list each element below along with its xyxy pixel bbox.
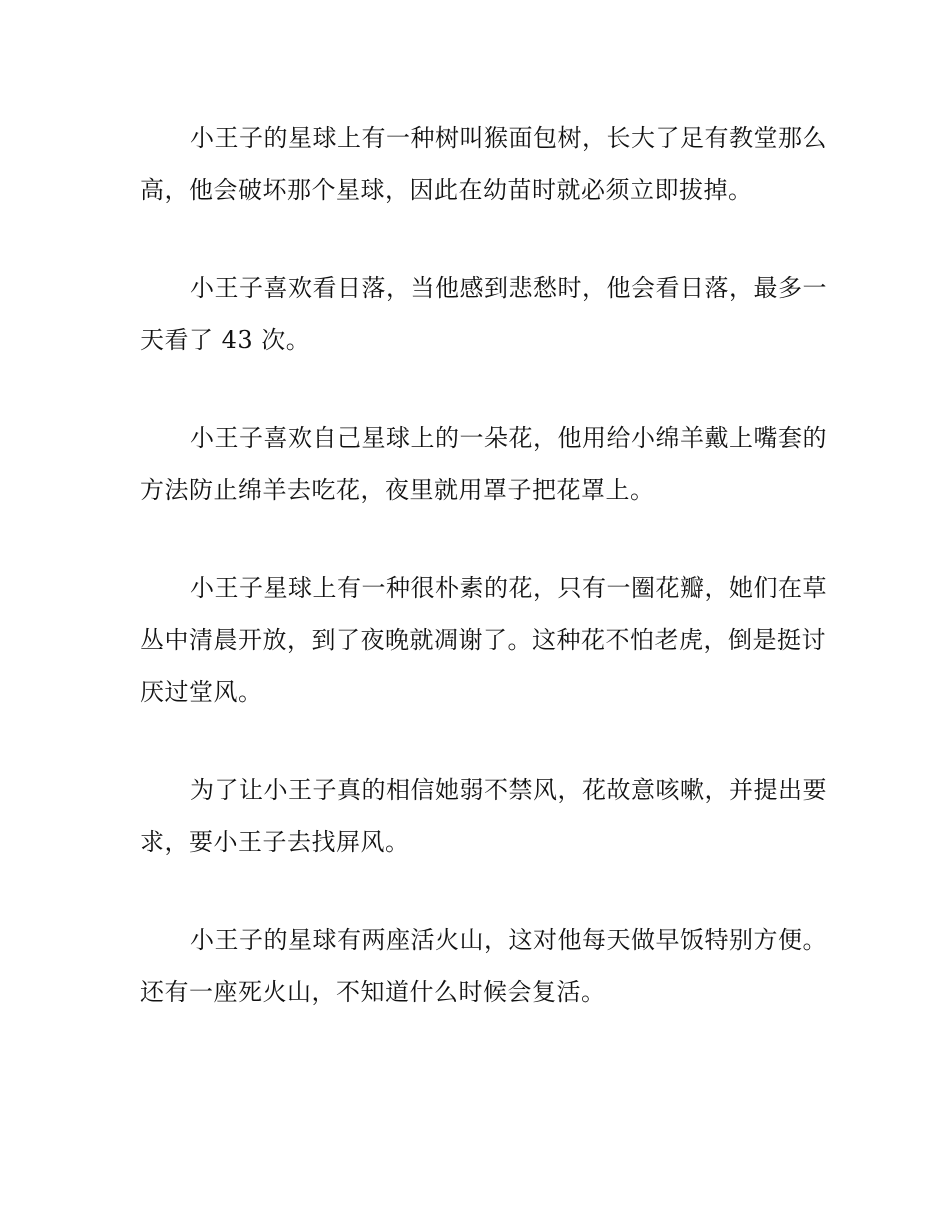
paragraph-screen-request: 为了让小王子真的相信她弱不禁风，花故意咳嗽，并提出要求，要小王子去找屏风。	[140, 776, 827, 856]
paragraph-simple-flower: 小王子星球上有一种很朴素的花，只有一圈花瓣，她们在草丛中清晨开放，到了夜晚就凋谢了。这种花不怕老虎，倒是挺讨厌过堂风。	[140, 574, 827, 706]
document-body	[140, 112, 830, 1018]
paragraph-flower-and-sheep: 小王子喜欢自己星球上的一朵花，他用给小绵羊戴上嘴套的方法防止绵羊去吃花，夜里就用罩子把花罩上。	[140, 424, 827, 504]
paragraph-baobab-tree: 小王子的星球上有一种树叫猴面包树，长大了足有教堂那么高，他会破坏那个星球，因此在幼苗时就必须立即拔掉。	[140, 124, 827, 204]
paragraph-volcanoes: 小王子的星球有两座活火山，这对他每天做早饭特别方便。还有一座死火山，不知道什么时候会复活。	[140, 926, 827, 1006]
paragraph-sunset: 小王子喜欢看日落，当他感到悲愁时，他会看日落，最多一天看了 43 次。	[140, 274, 827, 354]
